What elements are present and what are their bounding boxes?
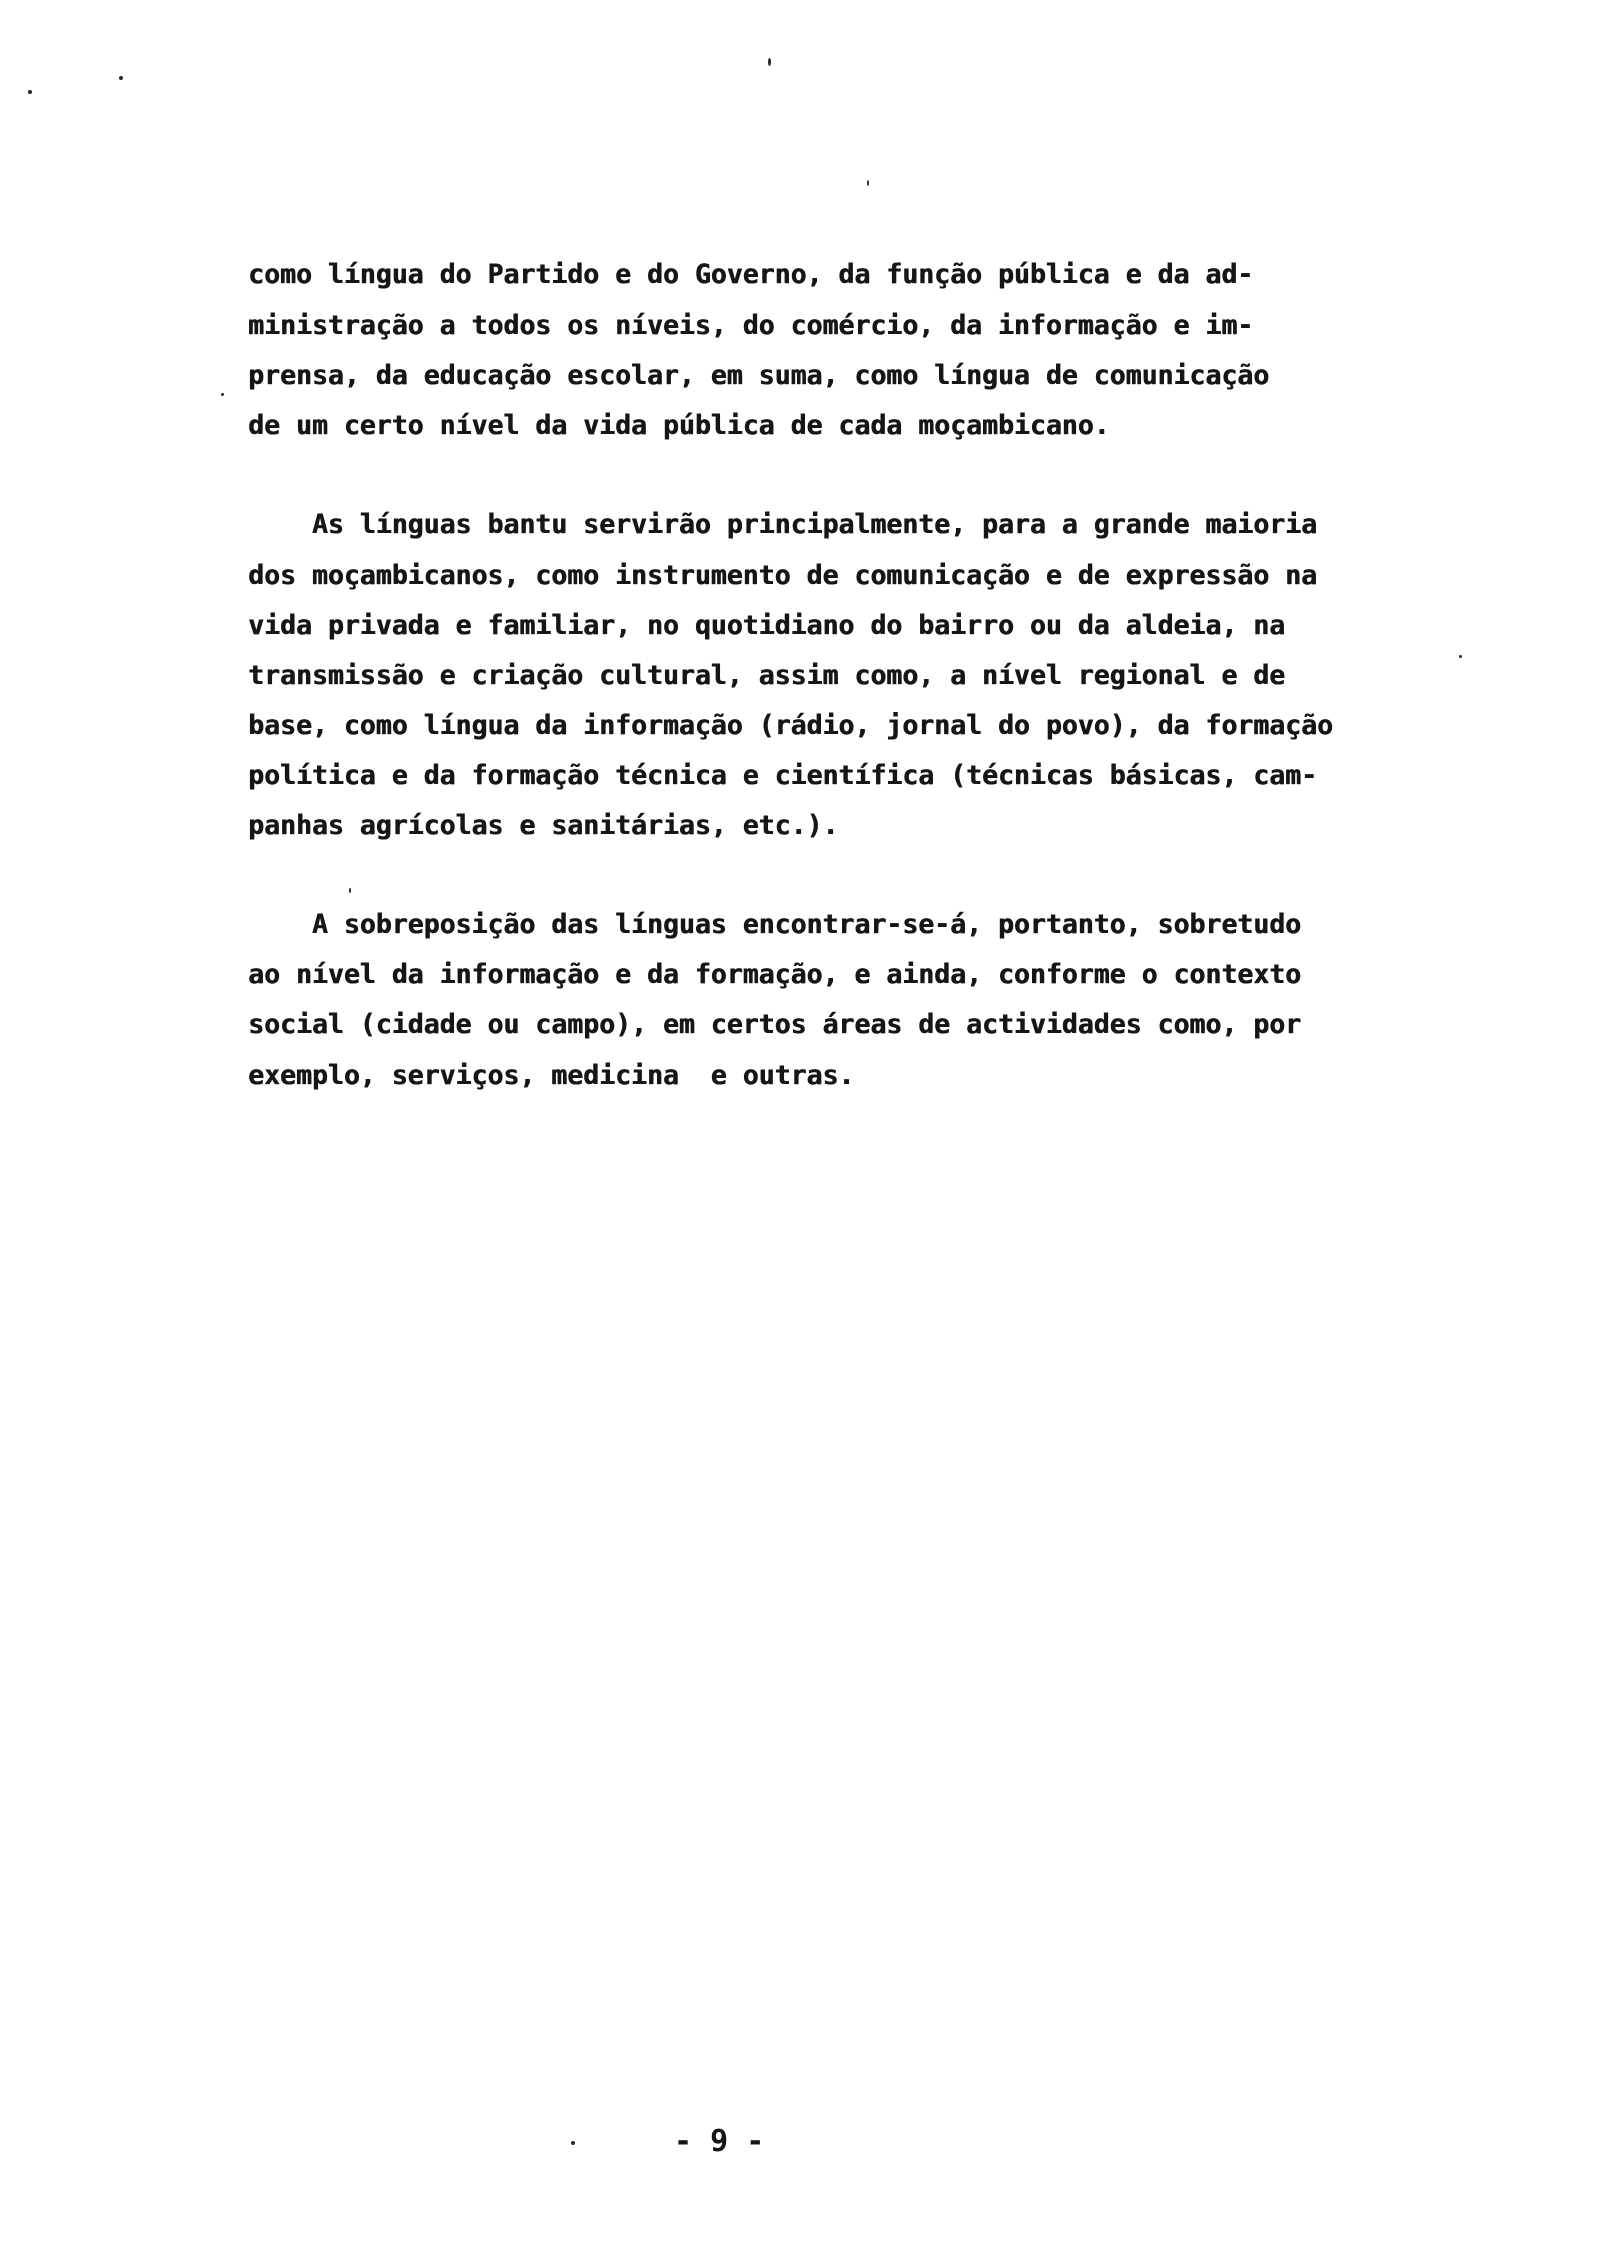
paragraph-2-line-7: panhas agrícolas e sanitárias, etc.).: [248, 810, 839, 841]
scan-speck: [221, 393, 224, 396]
scan-speck: [1459, 655, 1462, 658]
scan-speck: [28, 90, 32, 94]
paragraph-1-line-1: como língua do Partido e do Governo, da função pública e da ad-: [248, 259, 1254, 290]
paragraph-2-line-1: As línguas bantu servirão principalmente, para a grande maioria: [248, 509, 1317, 540]
scan-speck: [119, 76, 123, 80]
scan-speck: [867, 180, 869, 186]
paragraph-1-line-3: prensa, da educação escolar, em suma, como língua de comunicação: [248, 360, 1270, 391]
page-number: - 9 -: [674, 2124, 765, 2159]
scan-speck: [768, 58, 771, 66]
paragraph-2-line-5: base, como língua da informação (rádio, jornal do povo), da formação: [248, 710, 1333, 741]
paragraph-3-line-1: A sobreposição das línguas encontrar-se-á, portanto, sobretudo: [248, 909, 1301, 940]
paragraph-2-line-4: transmissão e criação cultural, assim como, a nível regional e de: [248, 660, 1286, 691]
paragraph-1-line-4: de um certo nível da vida pública de cada moçambicano.: [248, 410, 1110, 441]
paragraph-3-line-3: social (cidade ou campo), em certos áreas de actividades como, por: [248, 1009, 1301, 1040]
scan-speck: [349, 888, 351, 893]
paragraph-2-line-2: dos moçambicanos, como instrumento de comunicação e de expressão na: [248, 560, 1317, 591]
paragraph-3-line-4: exemplo, serviços, medicina e outras.: [248, 1060, 855, 1091]
paragraph-2-line-6: política e da formação técnica e científica (técnicas básicas, cam-: [248, 760, 1317, 791]
paragraph-3-line-2: ao nível da informação e da formação, e ainda, conforme o contexto: [248, 959, 1301, 990]
paragraph-1-line-2: ministração a todos os níveis, do comércio, da informação e im-: [248, 310, 1254, 341]
paragraph-2-line-3: vida privada e familiar, no quotidiano do bairro ou da aldeia, na: [248, 610, 1286, 641]
scan-speck: [571, 2141, 575, 2145]
